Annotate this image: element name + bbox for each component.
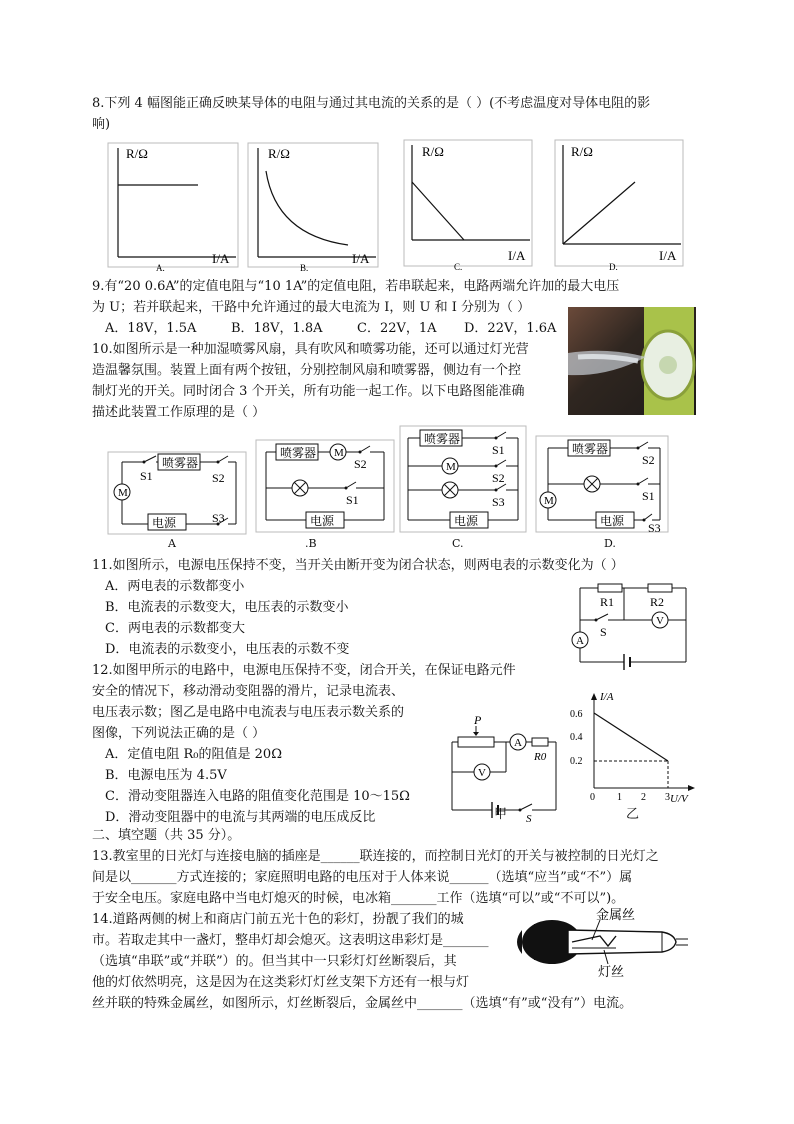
circuit-a-s2: S2	[212, 471, 225, 485]
graph-c-xlabel: I/A	[508, 248, 526, 263]
q14-line2: 市。若取走其中一盏灯，整串灯却会熄灭。这表明这串彩灯是_______	[92, 933, 489, 948]
q12-xtick-2: 2	[641, 792, 646, 803]
graph-c	[404, 140, 536, 270]
q12-graph-yi	[566, 690, 696, 810]
q14-line1: 14.道路两侧的树上和商店门前五光十色的彩灯，扮靓了我们的城	[92, 912, 464, 927]
q11-r1: R1	[600, 595, 615, 609]
circuit-c-sprayer: 喷雾器	[424, 432, 461, 446]
circuit-d-option: D.	[604, 537, 616, 550]
q12-ytick-02: 0.2	[570, 756, 583, 767]
circuit-b-s1: S1	[346, 493, 359, 507]
graph-d	[555, 140, 687, 270]
q14-bulb-figure	[512, 906, 692, 978]
circuit-c-s1: S1	[492, 443, 505, 457]
circuit-d-source: 电源	[600, 514, 625, 528]
q12-switch: S	[526, 813, 532, 825]
q12-graph-ylabel: I/A	[600, 691, 614, 703]
q13-line2: 间是以_______方式连接的；家庭照明电路的电压对于人体来说______（选填“应当”或“不”）属	[92, 870, 633, 885]
circuit-d-s2: S2	[642, 453, 655, 467]
q14-line5: 丝并联的特殊金属丝，如图所示，灯丝断裂后，金属丝中_______（选填“有”或“没有”）电流。	[92, 996, 633, 1011]
graph-b	[248, 143, 380, 273]
circuit-a-motor: M	[118, 487, 128, 499]
q12-stem-line2: 安全的情况下，移动滑动变阻器的滑片，记录电流表、	[92, 684, 405, 699]
q11-switch: S	[600, 625, 607, 639]
q11-stem: 11.如图所示，电源电压保持不变，当开关由断开变为闭合状态，则两电表的示数变化为（ ）	[92, 558, 624, 573]
q10-stem-line4: 描述此装置工作原理的是（ ）	[92, 405, 266, 420]
q14-line4: 他的灯依然明亮，这是因为在这类彩灯灯丝支架下方还有一根与灯	[92, 975, 470, 990]
circuit-b-source: 电源	[310, 514, 335, 528]
q11-option-c: C．两电表的示数都变大	[105, 621, 245, 636]
q11-r2: R2	[650, 595, 665, 609]
q14-filament-label: 灯丝	[598, 964, 625, 979]
graph-a-ylabel: R/Ω	[126, 146, 148, 161]
q11-circuit	[568, 582, 694, 668]
q9-option-a: A．18V，1.5A	[105, 321, 197, 336]
q9-option-b: B．18V，1.8A	[231, 321, 323, 336]
q11-voltmeter: V	[656, 615, 664, 627]
circuit-c-option: C.	[452, 537, 464, 550]
graph-b-xlabel: I/A	[352, 251, 370, 266]
q12-xtick-0: 0	[590, 792, 595, 803]
q11-ammeter: A	[576, 635, 584, 647]
q9-stem-line2: 为 U；若并联起来，干路中允许通过的最大电流为 I，则 U 和 I 分别为（ ）	[92, 300, 531, 315]
graph-a-xlabel: I/A	[212, 251, 230, 266]
circuit-a-sprayer: 喷雾器	[162, 456, 199, 470]
q12-graph-xlabel: U/V	[670, 793, 688, 805]
q12-fig-yi-label: 乙	[626, 807, 640, 822]
circuit-d-s1: S1	[642, 489, 655, 503]
circuit-b-option: .B	[305, 537, 317, 550]
graph-d-option: D.	[609, 262, 618, 272]
q12-slider-p: P	[474, 713, 482, 727]
q12-ytick-06: 0.6	[570, 709, 583, 720]
circuit-d-motor: M	[544, 495, 554, 507]
q8-stem-line2: 响)	[92, 117, 111, 132]
graph-b-option: B.	[300, 263, 309, 273]
graph-c-ylabel: R/Ω	[422, 144, 444, 159]
q10-stem-line3: 制灯光的开关。同时闭合 3 个开关，所有功能一起工作。以下电路图能准确	[92, 384, 525, 399]
q12-ytick-04: 0.4	[570, 732, 583, 743]
circuit-b-sprayer: 喷雾器	[280, 446, 317, 460]
q14-line3: （选填“串联”或“并联”）的。但当其中一只彩灯灯丝断裂后，其	[92, 954, 457, 969]
circuit-a-s1: S1	[140, 469, 153, 483]
q12-option-c: C．滑动变阻器连入电路的阻值变化范围是 10～15Ω	[105, 789, 410, 804]
circuit-b-motor: M	[334, 447, 344, 459]
q12-r0: R0	[534, 751, 547, 763]
circuit-a-source: 电源	[152, 516, 177, 530]
graph-c-option: C.	[454, 262, 463, 272]
graph-d-xlabel: I/A	[659, 248, 677, 263]
spray-fan-drawing	[568, 307, 696, 415]
circuit-a-s3: S3	[212, 511, 225, 525]
q12-option-a: A．定值电阻 R₀的阻值是 20Ω	[105, 747, 282, 762]
q12-ammeter: A	[514, 737, 522, 749]
q12-option-d: D．滑动变阻器中的电流与其两端的电压成反比	[105, 810, 376, 825]
circuit-d-sprayer: 喷雾器	[572, 442, 609, 456]
q12-voltmeter: V	[478, 767, 486, 779]
graph-a	[108, 143, 240, 273]
q10-stem-line1: 10.如图所示是一种加湿喷雾风扇，具有吹风和喷雾功能，还可以通过灯光营	[92, 342, 529, 357]
q13-line1: 13.教室里的日光灯与连接电脑的插座是______联连接的，而控制日光灯的开关与被控制的日光灯之	[92, 849, 659, 864]
circuit-b	[256, 440, 396, 534]
graph-a-option: A.	[156, 263, 165, 273]
q14-metal-wire-label: 金属丝	[596, 907, 636, 922]
q9-stem-line1: 9.有“20 0.6A”的定值电阻与“10 1A”的定值电阻，若串联起来，电路两端允许加的最大电压	[92, 279, 620, 294]
q13-line3: 于安全电压。家庭电路中当电灯熄灭的时候，电冰箱_______工作（选填“可以”或“不可以”)。	[92, 891, 625, 906]
circuit-c	[400, 426, 528, 534]
q8-stem-line1: 8.下列 4 幅图能正确反映某导体的电阻与通过其电流的关系的是（ ）(不考虑温度对导体电阻的影	[92, 96, 651, 111]
q11-option-a: A．两电表的示数都变小	[105, 579, 245, 594]
circuit-d	[536, 436, 670, 534]
q9-option-d: D．22V，1.6A	[464, 321, 557, 336]
circuit-a-option: A	[168, 537, 176, 550]
section-fill-blank-heading: 二、填空题（共 35 分）。	[92, 828, 241, 843]
q12-xtick-1: 1	[617, 792, 622, 803]
circuit-b-s2: S2	[354, 457, 367, 471]
circuit-c-source: 电源	[454, 514, 479, 528]
graph-b-ylabel: R/Ω	[268, 146, 290, 161]
circuit-c-motor: M	[446, 461, 456, 473]
q10-stem-line2: 造温馨氛围。装置上面有两个按钮，分别控制风扇和喷雾器，侧边有一个控	[92, 363, 522, 378]
circuit-c-s3: S3	[492, 495, 505, 509]
q11-option-d: D．电流表的示数变小，电压表的示数不变	[105, 642, 350, 657]
q9-option-c: C．22V，1A	[357, 321, 437, 336]
spray-fan-photo	[568, 307, 696, 415]
circuit-a	[108, 452, 248, 536]
q12-stem-line3: 电压表示数；图乙是电路中电流表与电压表示数关系的	[92, 705, 405, 720]
q12-stem-line1: 12.如图甲所示的电路中，电源电压保持不变，闭合开关，在保证电路元件	[92, 663, 516, 678]
circuit-c-s2: S2	[492, 471, 505, 485]
circuit-d-s3: S3	[648, 521, 661, 535]
q11-option-b: B．电流表的示数变大，电压表的示数变小	[105, 600, 349, 615]
q12-fig-jia-label: 甲	[494, 807, 508, 822]
q12-xtick-3: 3	[665, 792, 670, 803]
q12-stem-line4: 图像，下列说法正确的是（ ）	[92, 726, 266, 741]
q12-option-b: B．电源电压为 4.5V	[105, 768, 227, 783]
graph-d-ylabel: R/Ω	[571, 144, 593, 159]
